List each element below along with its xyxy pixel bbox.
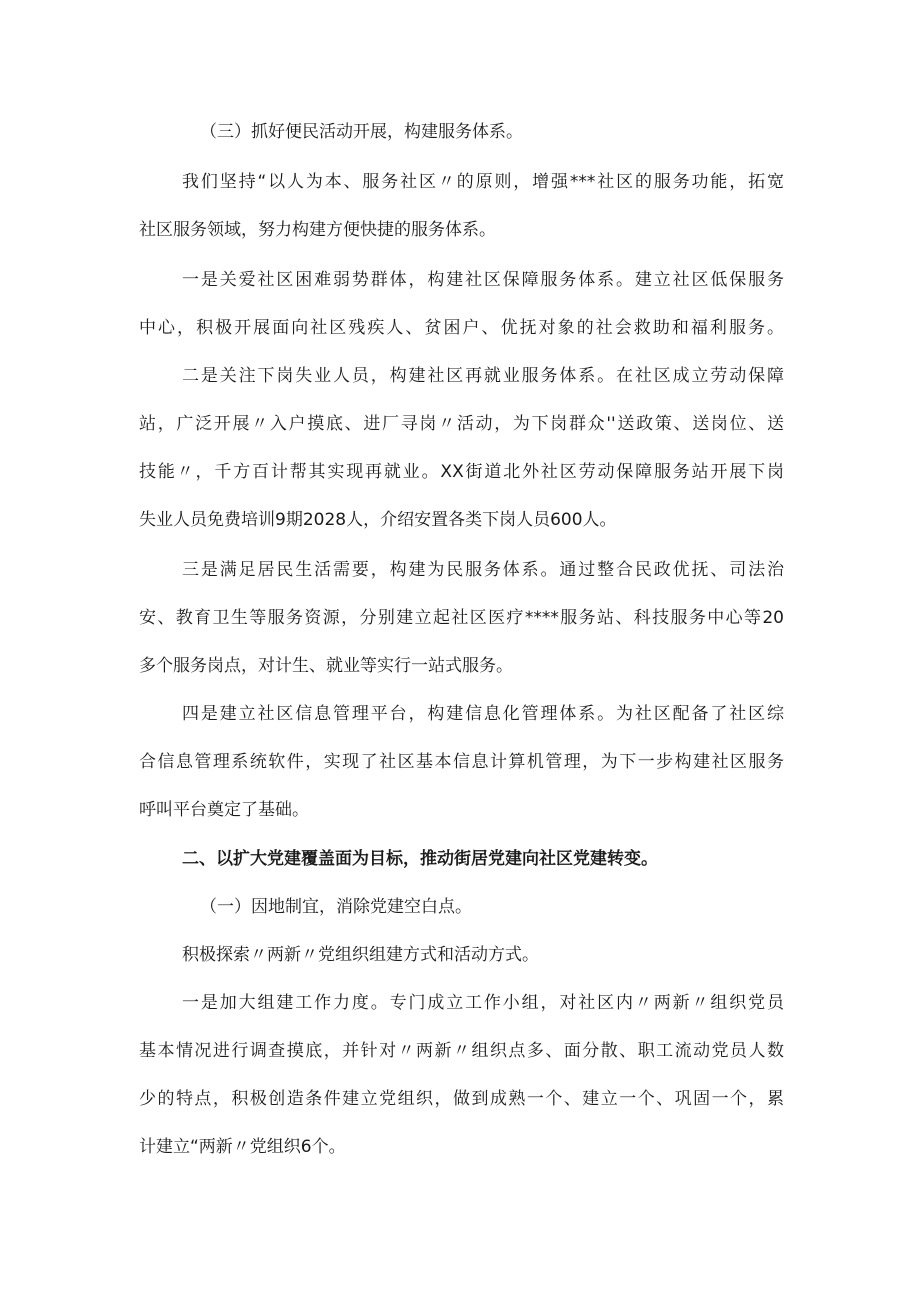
paragraph-line: 四是建立社区信息管理平台，构建信息化管理体系。为社区配备了社区综 <box>182 704 784 724</box>
paragraph-line: 多个服务岗点，对计生、就业等实行一站式服务。 <box>139 656 513 676</box>
subsection-heading-1: （一）因地制宜，消除党建空白点。 <box>200 897 472 917</box>
section-heading-2: 二、以扩大党建覆盖面为目标，推动街居党建向社区党建转变。 <box>182 849 658 869</box>
paragraph-line: 少的特点，积极创造条件建立党组织，做到成熟一个、建立一个、巩固一个，累 <box>139 1089 784 1109</box>
paragraph-line: 计建立“两新〃党组织6个。 <box>139 1137 346 1157</box>
paragraph-line: 一是加大组建工作力度。专门成立工作小组，对社区内〃两新〃组织党员 <box>182 993 784 1013</box>
paragraph-line: 社区服务领域，努力构建方便快捷的服务体系。 <box>139 220 496 240</box>
paragraph-line: 合信息管理系统软件，实现了社区基本信息计算机管理，为下一步构建社区服务 <box>139 752 784 772</box>
paragraph-line: 我们坚持“以人为本、服务社区〃的原则，增强***社区的服务功能，拓宽 <box>182 172 784 192</box>
paragraph-line: 站，广泛开展〃入户摸底、进厂寻岗〃活动，为下岗群众''送政策、送岗位、送 <box>139 414 784 434</box>
paragraph-line: 一是关爱社区困难弱势群体，构建社区保障服务体系。建立社区低保服务 <box>182 270 784 290</box>
paragraph-line: 三是满足居民生活需要，构建为民服务体系。通过整合民政优抚、司法治 <box>182 560 784 580</box>
paragraph-line: 呼叫平台奠定了基础。 <box>139 800 309 820</box>
paragraph-line: 失业人员免费培训9期2028人，介绍安置各类下岗人员600人。 <box>139 510 617 530</box>
paragraph-line: 二是关注下岗失业人员，构建社区再就业服务体系。在社区成立劳动保障 <box>182 366 784 386</box>
paragraph-line: 积极探索〃两新〃党组织组建方式和活动方式。 <box>182 945 539 965</box>
paragraph-line: 基本情况进行调查摸底，并针对〃两新〃组织点多、面分散、职工流动党员人数 <box>139 1041 784 1061</box>
section-heading-3: （三）抓好便民活动开展，构建服务体系。 <box>200 122 523 142</box>
paragraph-line: 中心，积极开展面向社区残疾人、贫困户、优抚对象的社会救助和福利服务。 <box>139 318 784 338</box>
paragraph-line: 技能〃，千方百计帮其实现再就业。XX街道北外社区劳动保障服务站开展下岗 <box>139 462 784 482</box>
paragraph-line: 安、教育卫生等服务资源，分别建立起社区医疗****服务站、科技服务中心等20 <box>139 608 784 628</box>
